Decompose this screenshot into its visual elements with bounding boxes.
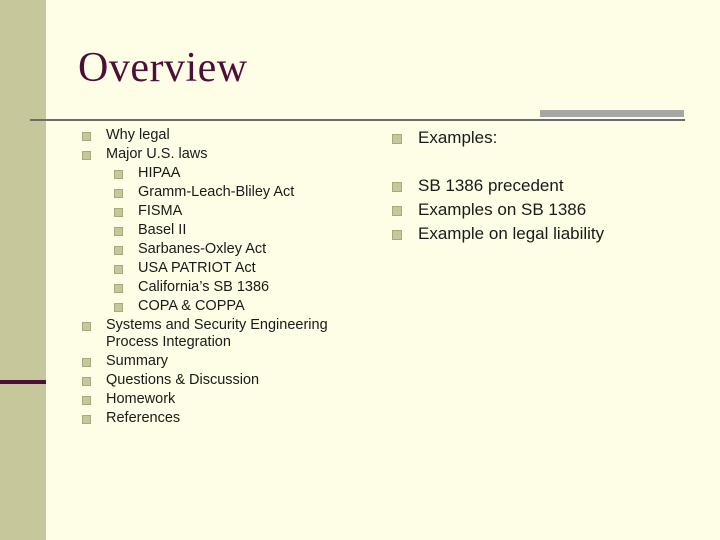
square-bullet-icon [82,151,91,160]
list-item: SB 1386 precedent [392,176,692,196]
sub-list-item: USA PATRIOT Act [114,260,372,277]
title-rule-accent [540,110,684,117]
sub-list-item: FISMA [114,203,372,220]
sub-list-item: California’s SB 1386 [114,279,372,296]
list-item: Examples on SB 1386 [392,200,692,220]
list-item: References [82,410,372,427]
square-bullet-icon [82,322,91,331]
square-bullet-icon [82,377,91,386]
sub-list-item: Gramm-Leach-Bliley Act [114,184,372,201]
square-bullet-icon [82,132,91,141]
square-bullet-icon [114,303,123,312]
list-item: Why legal [82,127,372,144]
list-item: Systems and Security Engineering Process Integration [82,317,372,351]
left-bullet-list [82,127,372,429]
list-item: Summary [82,353,372,370]
list-item: Major U.S. laws [82,146,372,163]
square-bullet-icon [114,170,123,179]
square-bullet-icon [392,134,402,144]
square-bullet-icon [82,415,91,424]
square-bullet-icon [114,284,123,293]
sub-list-item: COPA & COPPA [114,298,372,315]
title-rule [30,119,685,121]
side-bar [0,0,46,540]
side-accent-stripe [0,380,46,384]
square-bullet-icon [114,227,123,236]
sub-list-item: Sarbanes-Oxley Act [114,241,372,258]
square-bullet-icon [82,396,91,405]
square-bullet-icon [114,208,123,217]
list-item: Homework [82,391,372,408]
square-bullet-icon [392,230,402,240]
sub-list-item: Basel II [114,222,372,239]
square-bullet-icon [82,358,91,367]
slide-title: Overview [78,45,248,91]
square-bullet-icon [114,189,123,198]
list-item: Example on legal liability [392,224,692,244]
sub-list-item: HIPAA [114,165,372,182]
square-bullet-icon [114,246,123,255]
square-bullet-icon [392,206,402,216]
right-bullet-list [392,128,692,248]
square-bullet-icon [114,265,123,274]
list-item: Examples: [392,128,692,148]
square-bullet-icon [392,182,402,192]
list-item: Questions & Discussion [82,372,372,389]
